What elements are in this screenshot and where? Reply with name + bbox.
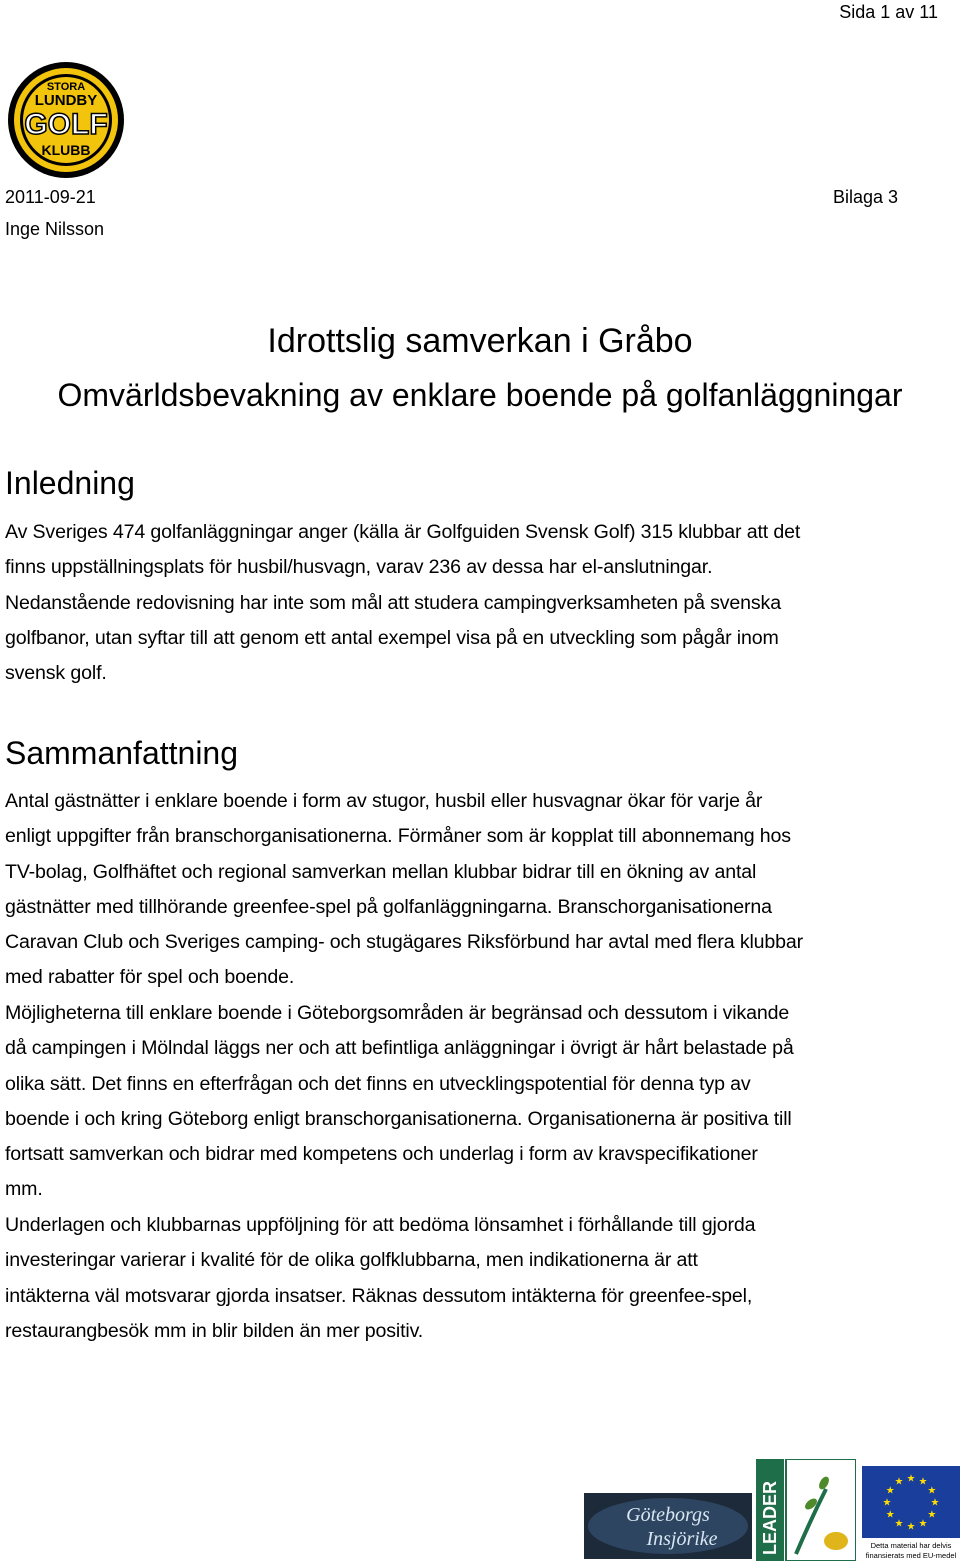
eu-caption-line2: finansierats med EU-medel: [865, 1551, 957, 1560]
leader-logo-text: LEADER: [760, 1480, 780, 1555]
document-author: Inge Nilsson: [5, 219, 105, 239]
text-line: då campingen i Mölndal läggs ner och att befintliga anläggningar i övrigt är hårt belastade på: [5, 1037, 794, 1060]
eu-star-icon: ★: [927, 1485, 937, 1497]
eu-star-icon: ★: [885, 1509, 895, 1521]
text-line: investeringar varierar i kvalité för de olika golfklubbarna, men indikationerna är att: [5, 1249, 698, 1272]
heading-inledning: Inledning: [5, 465, 135, 501]
logo-text-mid: LUNDBY: [34, 92, 98, 109]
text-line: Av Sveriges 474 golfanläggningar anger (källa är Golfguiden Svensk Golf) 315 klubbar att det: [5, 521, 801, 543]
eu-star-icon: ★: [906, 1473, 916, 1485]
document-subtitle: Omvärldsbevakning av enklare boende på golfanläggningar: [57, 377, 903, 413]
text-line: TV-bolag, Golfhäftet och regional samverkan mellan klubbar bidrar till en ökning av antal: [5, 860, 757, 883]
heading-sammanfattning: Sammanfattning: [5, 735, 239, 771]
attachment-label: Bilaga 3: [832, 187, 898, 207]
text-line: mm.: [5, 1178, 43, 1201]
eu-star-icon: ★: [885, 1485, 895, 1497]
document-title: Idrottslig samverkan i Gråbo: [267, 322, 693, 360]
text-line: Caravan Club och Sveriges camping- och stugägares Riksförbund har avtal med flera klubbar: [5, 931, 804, 954]
sammanfattning-paragraph-3: [5, 1208, 960, 1349]
text-line: gästnätter med tillhörande greenfee-spel på golfanläggningarna. Branschorganisationerna: [5, 895, 772, 918]
golf-club-logo-icon: [6, 60, 126, 180]
text-line: fortsatt samverkan och bidrar med kompetens och underlag i form av kravspecifikationer: [5, 1143, 758, 1166]
goteborgs-insjorike-logo-icon: [584, 1493, 752, 1559]
text-line: boende i och kring Göteborg enligt branschorganisationerna. Organisationerna är positiva till: [5, 1107, 792, 1130]
goteborgs-logo-line2: Insjörike: [646, 1528, 718, 1550]
eu-star-icon: ★: [906, 1521, 916, 1533]
text-line: med rabatter för spel och boende.: [5, 966, 295, 989]
logo-text-main: GOLF: [24, 108, 108, 141]
text-line: svensk golf.: [5, 662, 107, 685]
text-line: Underlagen och klubbarnas uppföljning för att bedöma lönsamhet i förhållande till gjorda: [5, 1214, 756, 1236]
logo-text-bottom: KLUBB: [41, 142, 91, 158]
text-line: finns uppställningsplats för husbil/husvagn, varav 236 av dessa har el-anslutningar.: [5, 556, 713, 579]
text-line: intäkterna väl motsvarar gjorda insatser. Räknas dessutom intäkterna för greenfee-spel,: [5, 1284, 753, 1307]
text-line: Antal gästnätter i enklare boende i form av stugor, husbil eller husvagnar ökar för varje år: [5, 790, 763, 812]
text-line: golfbanor, utan syftar till att genom ett antal exempel visa på en utveckling som pågår inom: [5, 626, 779, 649]
eu-star-icon: ★: [894, 1518, 904, 1530]
inledning-paragraph: [5, 515, 960, 691]
eu-star-icon: ★: [882, 1497, 892, 1509]
document-date: 2011-09-21: [5, 187, 96, 207]
text-line: olika sätt. Det finns en efterfrågan och det finns en utvecklingspotential för denna typ av: [5, 1072, 751, 1095]
page-number: Sida 1 av 11: [839, 2, 938, 22]
leader-logo-icon: [756, 1459, 856, 1561]
text-line: Nedanstående redovisning har inte som mål att studera campingverksamheten på svenska: [5, 591, 781, 614]
eu-star-icon: ★: [918, 1518, 928, 1530]
eu-star-icon: ★: [918, 1476, 928, 1488]
text-line: enligt uppgifter från branschorganisationerna. Förmåner som är kopplat till abonnemang hos: [5, 825, 791, 848]
eu-flag-icon: [862, 1466, 960, 1561]
text-line: restaurangbesök mm in blir bilden än mer positiv.: [5, 1319, 424, 1342]
sammanfattning-paragraph-2: [5, 996, 960, 1208]
logo-text-top: STORA: [46, 81, 86, 93]
sammanfattning-paragraph-1: [5, 784, 960, 996]
eu-caption-line1: Detta material har delvis: [870, 1541, 952, 1550]
eu-star-icon: ★: [927, 1509, 937, 1521]
goteborgs-logo-line1: Göteborgs: [626, 1504, 710, 1526]
eu-star-icon: ★: [930, 1497, 940, 1509]
text-line: Möjligheterna till enklare boende i Göteborgsområden är begränsad och dessutom i vikande: [5, 1002, 790, 1024]
eu-star-icon: ★: [894, 1476, 904, 1488]
